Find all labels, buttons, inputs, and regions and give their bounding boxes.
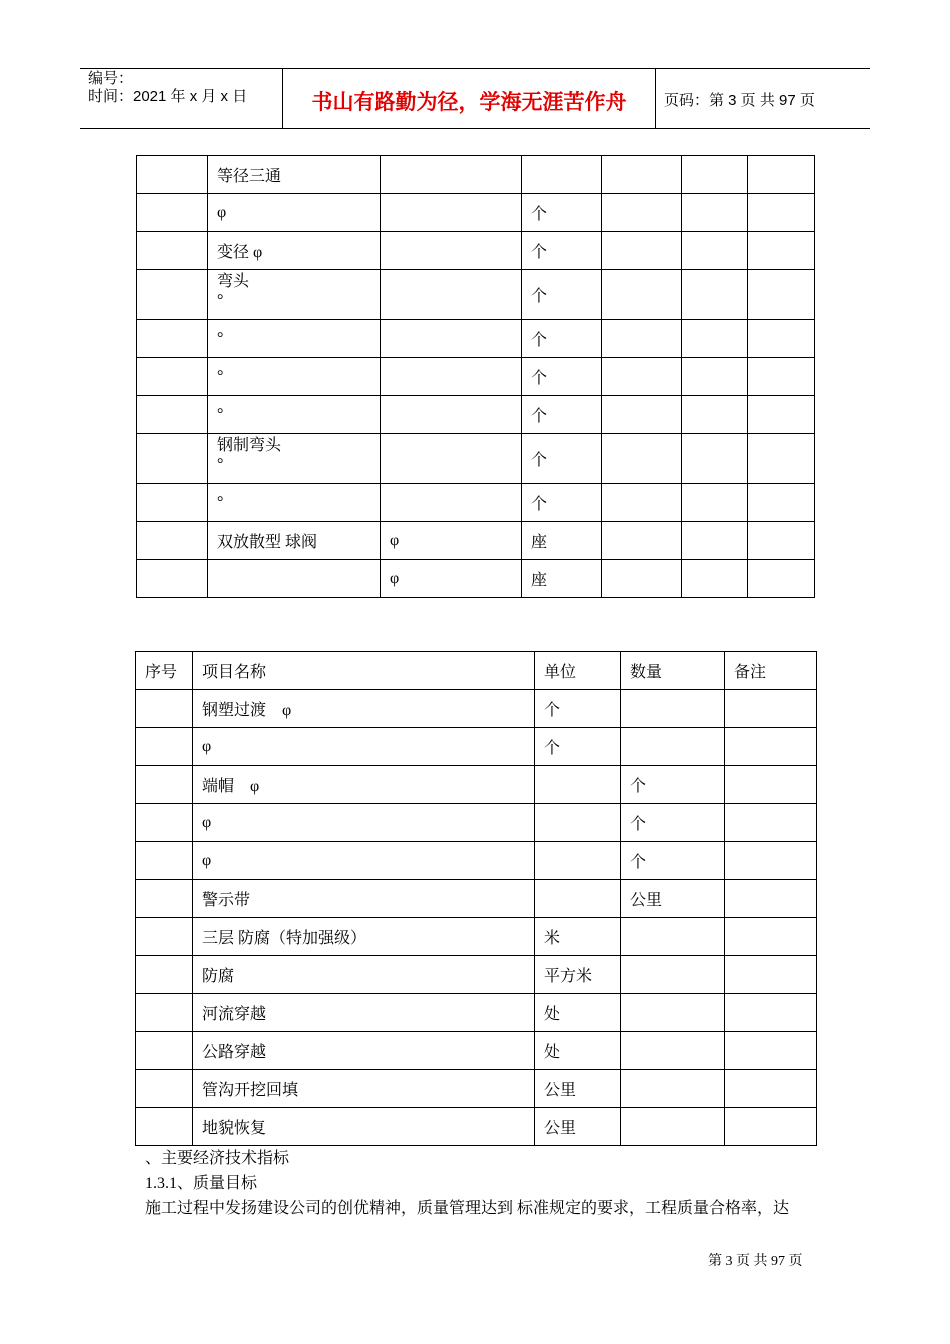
table-cell: 个: [522, 358, 602, 396]
table-cell: φ: [208, 194, 381, 232]
table-cell: 端帽 φ: [193, 766, 535, 804]
table-cell: [136, 728, 193, 766]
table-header-row: [136, 652, 817, 690]
table-cell: [137, 560, 208, 598]
serial-label: 编号：: [88, 70, 134, 87]
table-cell: [136, 1108, 193, 1146]
table-cell: [682, 434, 748, 484]
table-cell: 管沟开挖回填: [193, 1070, 535, 1108]
table-cell: [682, 232, 748, 270]
table-cell: [621, 1032, 725, 1070]
table-row: [136, 918, 817, 956]
table-cell: [381, 270, 522, 320]
table-cell: [748, 560, 815, 598]
table-cell: [602, 156, 682, 194]
table-cell: 个: [522, 320, 602, 358]
table-row: [137, 560, 815, 598]
column-header-index: 序号: [136, 652, 193, 690]
table-cell: [682, 194, 748, 232]
table-cell: [602, 358, 682, 396]
table-cell: [725, 804, 817, 842]
table-cell: [136, 804, 193, 842]
table-row: [137, 156, 815, 194]
table-cell: [381, 358, 522, 396]
section-heading: 、主要经济技术指标: [145, 1150, 290, 1167]
table-row: [137, 396, 815, 434]
table-cell: φ: [381, 560, 522, 598]
table-cell: [682, 270, 748, 320]
table-row: [136, 994, 817, 1032]
table-cell: [682, 560, 748, 598]
column-header-name: 项目名称: [193, 652, 535, 690]
table-cell: 警示带: [193, 880, 535, 918]
table-cell: [748, 232, 815, 270]
table-cell: [381, 484, 522, 522]
table-cell: [748, 522, 815, 560]
table-cell: 钢塑过渡 φ: [193, 690, 535, 728]
table-row: [137, 522, 815, 560]
table-cell: 个: [522, 396, 602, 434]
table-cell: 弯头 °: [208, 270, 381, 320]
table-row: [136, 1032, 817, 1070]
table-cell: [725, 766, 817, 804]
table-cell: [136, 880, 193, 918]
table-cell: [621, 1070, 725, 1108]
table-cell: [725, 956, 817, 994]
header-page-number: 页码：第 3 页 共 97 页: [664, 92, 815, 109]
table-cell: [725, 842, 817, 880]
table-cell: °: [208, 358, 381, 396]
table-cell: [621, 690, 725, 728]
table-cell: [682, 396, 748, 434]
table-cell: [381, 320, 522, 358]
table-cell: [137, 270, 208, 320]
subsection-heading: 1.3.1、质量目标: [145, 1175, 258, 1192]
table-cell: 个: [522, 484, 602, 522]
table-cell: [381, 194, 522, 232]
table-cell: [725, 1032, 817, 1070]
table-cell: 座: [522, 522, 602, 560]
table-cell: 个: [535, 728, 621, 766]
table-row: [137, 434, 815, 484]
table-cell: [621, 1108, 725, 1146]
table-cell: [137, 232, 208, 270]
table-cell: 公里: [535, 1108, 621, 1146]
time-label: 时间：2021 年 x 月 x 日: [88, 88, 248, 105]
table-cell: [137, 396, 208, 434]
column-header-unit: 单位: [535, 652, 621, 690]
table-cell: [621, 728, 725, 766]
table-cell: [748, 484, 815, 522]
table-row: [136, 804, 817, 842]
table-cell: [535, 842, 621, 880]
table-row: [136, 728, 817, 766]
column-header-remark: 备注: [725, 652, 817, 690]
table-cell: [136, 994, 193, 1032]
table-cell: [682, 484, 748, 522]
table-cell: [602, 396, 682, 434]
table-cell: 米: [535, 918, 621, 956]
table-row: [137, 484, 815, 522]
table-cell: [602, 320, 682, 358]
table-cell: [602, 484, 682, 522]
table-row: [136, 690, 817, 728]
table-cell: [748, 434, 815, 484]
table-cell: [136, 1032, 193, 1070]
table-cell: [621, 994, 725, 1032]
header-motto: 书山有路勤为径，学海无涯苦作舟: [311, 90, 627, 114]
table-cell: [725, 880, 817, 918]
paragraph-text: 施工过程中发扬建设公司的创优精神，质量管理达到 标准规定的要求，工程质量合格率，达: [145, 1200, 790, 1217]
table-row: [137, 320, 815, 358]
table-cell: [621, 918, 725, 956]
table-row: [136, 1108, 817, 1146]
table-cell: 个: [522, 232, 602, 270]
table-cell: [137, 522, 208, 560]
table-cell: [682, 156, 748, 194]
table-cell: [137, 434, 208, 484]
table-row: [137, 270, 815, 320]
table-cell: [725, 1070, 817, 1108]
table-cell: [748, 396, 815, 434]
table-cell: 三层 防腐（特加强级）: [193, 918, 535, 956]
table-cell: φ: [193, 804, 535, 842]
table-cell: [748, 194, 815, 232]
table-cell: 个: [621, 766, 725, 804]
table-cell: [602, 560, 682, 598]
table-cell: [725, 690, 817, 728]
table-cell: φ: [193, 728, 535, 766]
table-row: [137, 232, 815, 270]
table-row: [136, 956, 817, 994]
table-cell: [136, 842, 193, 880]
table-cell: [682, 522, 748, 560]
table-row: [137, 358, 815, 396]
table-cell: 处: [535, 1032, 621, 1070]
table-cell: [136, 956, 193, 994]
table-cell: φ: [193, 842, 535, 880]
table-cell: [682, 320, 748, 358]
table-row: [137, 194, 815, 232]
table-cell: [682, 358, 748, 396]
table-cell: 平方米: [535, 956, 621, 994]
table-cell: 个: [522, 270, 602, 320]
header-divider: [655, 69, 656, 129]
table-cell: 座: [522, 560, 602, 598]
table-cell: °: [208, 396, 381, 434]
table-cell: 公里: [535, 1070, 621, 1108]
table-row: [136, 766, 817, 804]
materials-table-continued: [136, 155, 815, 598]
header-top-rule: [80, 68, 870, 69]
table-cell: 个: [621, 842, 725, 880]
table-row: [136, 842, 817, 880]
table-cell: 公路穿越: [193, 1032, 535, 1070]
table-cell: [381, 396, 522, 434]
table-cell: [748, 270, 815, 320]
table-cell: [136, 918, 193, 956]
table-cell: [535, 880, 621, 918]
table-cell: 个: [621, 804, 725, 842]
table-cell: 公里: [621, 880, 725, 918]
table-cell: [136, 1070, 193, 1108]
table-cell: [748, 358, 815, 396]
table-cell: [137, 358, 208, 396]
table-cell: [725, 1108, 817, 1146]
table-cell: [208, 560, 381, 598]
table-cell: [748, 156, 815, 194]
table-cell: °: [208, 484, 381, 522]
table-cell: 处: [535, 994, 621, 1032]
table-cell: [602, 522, 682, 560]
header-info: [88, 70, 247, 106]
table-cell: [381, 434, 522, 484]
table-cell: 个: [522, 194, 602, 232]
table-cell: [136, 690, 193, 728]
table-cell: 河流穿越: [193, 994, 535, 1032]
table-cell: [137, 320, 208, 358]
table-cell: [602, 270, 682, 320]
table-cell: φ: [381, 522, 522, 560]
table-cell: 防腐: [193, 956, 535, 994]
table-cell: [602, 232, 682, 270]
materials-table: [135, 651, 817, 1146]
table-cell: [725, 994, 817, 1032]
table-cell: 等径三通: [208, 156, 381, 194]
table-cell: [137, 156, 208, 194]
table-cell: [137, 194, 208, 232]
table-cell: [602, 434, 682, 484]
table-cell: [535, 804, 621, 842]
table-cell: [136, 766, 193, 804]
table-cell: [522, 156, 602, 194]
table-cell: [602, 194, 682, 232]
column-header-quantity: 数量: [621, 652, 725, 690]
table-cell: 变径 φ: [208, 232, 381, 270]
table-cell: 地貌恢复: [193, 1108, 535, 1146]
table-cell: 个: [522, 434, 602, 484]
table-cell: 双放散型 球阀: [208, 522, 381, 560]
table-cell: 个: [535, 690, 621, 728]
table-cell: [381, 156, 522, 194]
table-cell: [137, 484, 208, 522]
footer-page-number: 第 3 页 共 97 页: [708, 1254, 803, 1269]
table-cell: 钢制弯头 °: [208, 434, 381, 484]
table-cell: [725, 728, 817, 766]
table-cell: °: [208, 320, 381, 358]
table-cell: [621, 956, 725, 994]
table-cell: [748, 320, 815, 358]
table-row: [136, 880, 817, 918]
table-row: [136, 1070, 817, 1108]
header-bottom-rule: [80, 128, 870, 129]
table-cell: [381, 232, 522, 270]
table-cell: [535, 766, 621, 804]
table-cell: [725, 918, 817, 956]
